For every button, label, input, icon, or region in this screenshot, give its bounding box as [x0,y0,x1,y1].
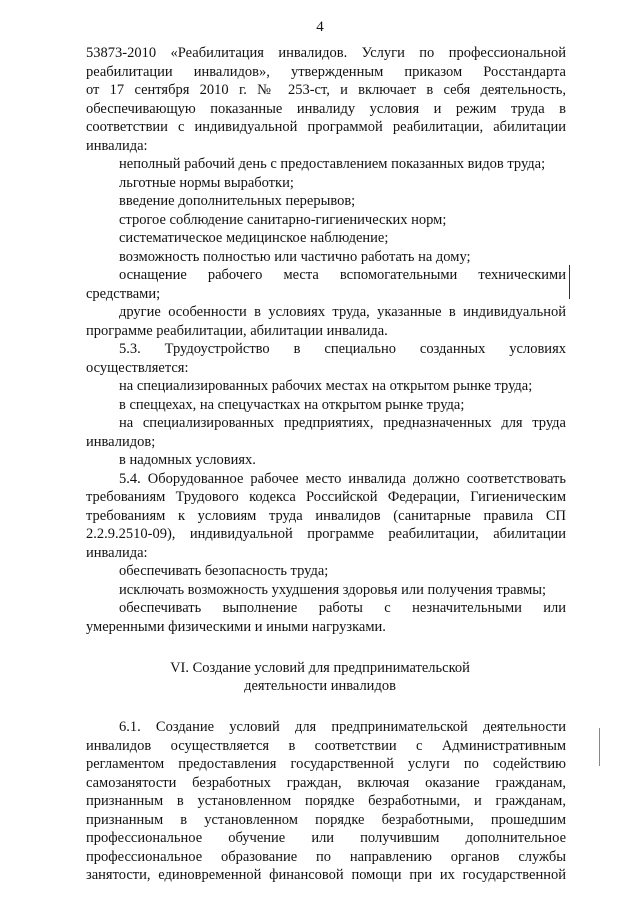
paragraph-line: 6.1. Создание условий для предпринимательской деятельности [119,719,566,735]
paragraph-line: соответствии с индивидуальной программой реабилитации, абилитации [86,119,566,135]
scan-margin-mark [569,265,570,299]
paragraph-line: 5.4. Оборудованное рабочее место инвалида должно соответствовать [119,470,566,487]
paragraph-line: самозанятости безработных граждан, включая оказание гражданам, [86,774,566,791]
section-6-text [86,718,566,885]
paragraph-line: регламентом предоставления государственной услуги по содействию [86,756,566,772]
paragraph-line: требованиям Трудового кодекса Российской Федерации, Гигиеническим [86,489,566,505]
paragraph-line: на специализированных рабочих местах на открытом рынке труда; [119,378,533,394]
section-heading [86,659,554,696]
paragraph-line: неполный рабочий день с предоставлением показанных видов труда; [119,156,546,172]
paragraph-line: умеренными физическими и иными нагрузками. [86,618,386,635]
paragraph-line: профессиональное обучение или получившим дополнительное [86,830,566,846]
paragraph-line: признанным в установленном порядке безработными, прошедшим [86,811,566,828]
paragraph-line: другие особенности в условиях труда, указанные в индивидуальной [119,304,566,320]
spacer [86,696,566,715]
paragraph-line: исключать возможность ухудшения здоровья или получения травмы; [119,581,547,598]
paragraph-line: средствами; [86,285,161,302]
heading-line-2: деятельности инвалидов [244,678,396,694]
paragraph-line: введение дополнительных перерывов; [119,193,356,209]
paragraph-line: от 17 сентября 2010 г. № 253-ст, и включает в себя деятельность, [86,82,566,98]
paragraph-line: в надомных условиях. [119,452,256,468]
paragraph-line: в спеццехах, на спецучастках на открытом рынке труда; [119,396,465,413]
paragraph-line: систематическое медицинское наблюдение; [119,230,389,246]
paragraph-line: реабилитации инвалидов», утвержденным приказом Росстандарта [86,63,566,80]
paragraph-line: 5.3. Трудоустройство в специально созданных условиях [119,341,566,357]
paragraph-line: инвалида: [86,137,148,154]
paragraph-line: инвалидов осуществляется в соответствии с Административным [86,737,566,754]
paragraph-line: оснащение рабочего места вспомогательными техническими [119,267,566,283]
paragraph-line: требованиям к условиям труда инвалидов (санитарные правила СП [86,507,566,524]
section-5-text [86,44,566,636]
paragraph-line: инвалида: [86,544,148,561]
paragraph-line: обеспечивать безопасность труда; [119,563,329,579]
paragraph-line: обеспечивать выполнение работы с незначительными или [119,600,566,616]
paragraph-line: осуществляется: [86,359,189,376]
paragraph-line: программе реабилитации, абилитации инвалида. [86,322,388,339]
paragraph-line: инвалидов; [86,433,156,450]
paragraph-line: признанным в установленном порядке безработными, и гражданам, [86,793,566,809]
page-number: 4 [316,19,324,35]
paragraph-line: профессиональное образование по направлению органов службы [86,848,566,865]
paragraph-line: 53873-2010 «Реабилитация инвалидов. Услуги по профессиональной [86,45,566,61]
paragraph-line: 2.2.9.2510-09), индивидуальной программе реабилитации, абилитации [86,526,566,542]
paragraph-line: на специализированных предприятиях, предназначенных для труда [119,415,566,431]
paragraph-line: возможность полностью или частично работать на дому; [119,248,471,265]
paragraph-line: строгое соблюдение санитарно-гигиенических норм; [119,211,447,228]
scan-margin-mark [599,728,600,766]
spacer [86,636,566,655]
document-body [86,44,566,885]
paragraph-line: обеспечивающую показанные инвалиду условия и режим труда в [86,100,566,117]
paragraph-line: занятости, единовременной финансовой помощи при их государственной [86,867,566,883]
paragraph-line: льготные нормы выработки; [119,174,294,191]
heading-line-1: VI. Создание условий для предпринимательской [170,659,470,676]
